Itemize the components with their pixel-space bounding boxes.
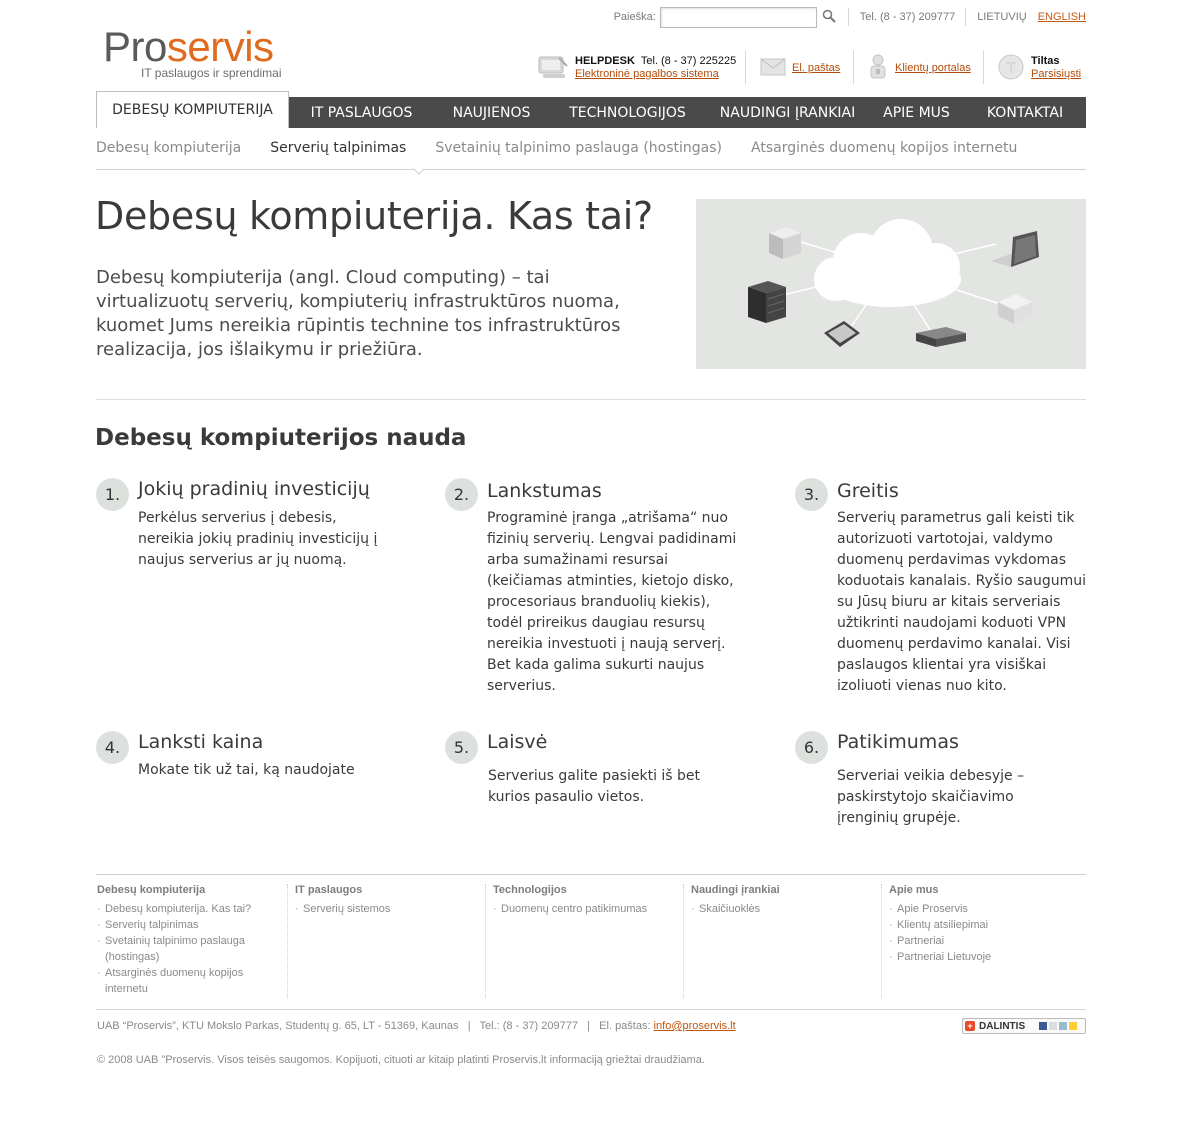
- benefit-title: Lankstumas: [487, 480, 602, 502]
- search-input[interactable]: [660, 7, 817, 28]
- cloud-computing-illustration: [696, 199, 1086, 369]
- divider: [848, 8, 849, 26]
- tiltas-block: [998, 52, 1081, 84]
- mail-icon: [760, 58, 786, 79]
- benefit-number: 4.: [96, 731, 129, 764]
- benefit-title: Greitis: [837, 480, 899, 502]
- footer-link[interactable]: · Partneriai Lietuvoje: [889, 949, 1087, 965]
- footer-link[interactable]: · Debesų kompiuterija. Kas tai?: [97, 901, 295, 917]
- address-text: UAB “Proservis”, KTU Mokslo Parkas, Studentų g. 65, LT - 51369, Kaunas | Tel.: (8 - 37) 209777 | El. paštas:: [97, 1020, 651, 1032]
- subnav-item-debesu-kompiuterija[interactable]: Debesų kompiuterija: [96, 140, 242, 156]
- divider: [965, 8, 966, 26]
- nav-item-it-paslaugos[interactable]: IT PASLAUGOS: [310, 104, 413, 121]
- helpdesk-label: HELPDESK: [575, 55, 635, 67]
- footer-email-link[interactable]: info@proservis.lt: [653, 1020, 736, 1032]
- hero-description: Debesų kompiuterija (angl. Cloud computing) – tai virtualizuotų serverių, kompiuterių infrastruktūros nuoma, kuomet Jums nereikia rūpintis technine tos infrastruktūros realizacija, jos išlaikymu ir priežiūra.: [96, 267, 621, 360]
- footer-link[interactable]: · Apie Proservis: [889, 901, 1087, 917]
- subnav-item-serveriu-talpinimas[interactable]: Serverių talpinimas: [270, 140, 407, 156]
- helpdesk-block: [537, 52, 736, 84]
- benefit-text: Serverius galite pasiekti iš bet kurios pasaulio vietos.: [488, 768, 701, 805]
- footer-column: [295, 884, 493, 998]
- top-bar: [614, 6, 1086, 28]
- section-divider: [96, 399, 1086, 400]
- footer-link[interactable]: · Partneriai: [889, 933, 1087, 949]
- divider: [745, 50, 746, 84]
- footer-address: [97, 1020, 736, 1032]
- benefit-title: Laisvė: [487, 731, 548, 753]
- benefit-title: Patikimumas: [837, 731, 959, 753]
- tiltas-label: Tiltas: [1031, 55, 1060, 67]
- footer-column: [691, 884, 889, 998]
- helpdesk-link[interactable]: Elektroninė pagalbos sistema: [575, 68, 719, 80]
- benefit-number: 5.: [445, 731, 478, 764]
- footer-column-divider: [287, 884, 288, 998]
- logo-pro: Pro: [103, 23, 167, 70]
- benefit-text: Perkėlus serverius į debesis, nereikia jokių pradinių investicijų į naujus serverius ar jų nuomą.: [138, 510, 378, 568]
- nav-item-naudingi-irankiai[interactable]: NAUDINGI ĮRANKIAI: [719, 104, 856, 121]
- benefit-number: 1.: [96, 478, 129, 511]
- helpdesk-icon: [537, 54, 569, 83]
- social-icons: [1039, 1021, 1081, 1031]
- nav-item-technologijos[interactable]: TECHNOLOGIJOS: [569, 104, 686, 121]
- footer-link[interactable]: · Klientų atsiliepimai: [889, 917, 1087, 933]
- logo-tagline: IT paslaugos ir sprendimai: [141, 66, 282, 80]
- share-button[interactable]: [962, 1018, 1086, 1034]
- footer-link[interactable]: · Serverių sistemos: [295, 901, 493, 917]
- footer-column-title: IT paslaugos: [295, 884, 363, 896]
- footer-column-divider: [485, 884, 486, 998]
- subnav-item-atsargines-kopijos[interactable]: Atsarginės duomenų kopijos internetu: [751, 140, 1018, 156]
- portal-link[interactable]: Klientų portalas: [895, 62, 971, 74]
- benefit-text: Serverių parametrus gali keisti tik autorizuoti vartotojai, valdymo duomenų perdavimas vykdomas koduotais kanalais. Ryšio saugumui su Jūsų biuru ar kitais serveriais užtikrinti naudojami koduoti VPN duomenų perdavimo kanalai. Visi paslaugos klientai yra visiškai izoliuoti vienas nuo kito.: [837, 510, 1086, 694]
- lang-lt-link[interactable]: LIETUVIŲ: [977, 11, 1027, 23]
- copyright: © 2008 UAB "Proservis. Visos teisės saugomos. Kopijuoti, cituoti ar kitaip platinti Proservis.lt informaciją griežtai draudžiama.: [97, 1054, 705, 1066]
- logo-servis: servis: [166, 23, 274, 70]
- footer-column: [889, 884, 1087, 998]
- benefit-text: Mokate tik už tai, ką naudojate: [138, 762, 355, 778]
- lang-en-link[interactable]: ENGLISH: [1037, 11, 1086, 23]
- footer-column-divider: [683, 884, 684, 998]
- nav-item-naujienos[interactable]: NAUJIENOS: [452, 104, 531, 121]
- footer-divider: [96, 1009, 1086, 1010]
- footer-column-divider: [881, 884, 882, 998]
- benefit-text: Programinė įranga „atrišama“ nuo fizinių serverių. Lengvai padidinami arba sumažinami resursai (keičiamas atminties, kietojo disko, procesoriaus branduolių kiekis), todėl prireikus daugiau resursų nereikia investuoti į naują serverį. Bet kada galima sukurti naujus serverius.: [487, 510, 737, 694]
- benefit-number: 2.: [445, 478, 478, 511]
- benefit-text: Serveriai veikia debesyje – paskirstytojo skaičiavimo įrenginių grupėje.: [837, 768, 1025, 826]
- tiltas-download-link[interactable]: Parsisiųsti: [1031, 68, 1082, 80]
- main-nav: [96, 97, 1086, 128]
- email-block[interactable]: [760, 52, 840, 84]
- footer-column-title: Debesų kompiuterija: [97, 884, 206, 896]
- top-phone: Tel. (8 - 37) 209777: [859, 11, 956, 23]
- footer-link[interactable]: · Atsarginės duomenų kopijos internetu: [97, 965, 267, 997]
- share-label: DALINTIS: [979, 1020, 1026, 1032]
- share-plus-icon: +: [965, 1021, 975, 1031]
- footer-divider: [96, 874, 1086, 875]
- page-title: Debesų kompiuterija. Kas tai?: [95, 194, 653, 238]
- footer-link[interactable]: · Duomenų centro patikimumas: [493, 901, 691, 917]
- divider: [983, 50, 984, 84]
- nav-item-apie-mus[interactable]: APIE MUS: [883, 104, 950, 121]
- footer-link[interactable]: · Serverių talpinimas: [97, 917, 295, 933]
- nav-item-kontaktai[interactable]: KONTAKTAI: [986, 104, 1064, 121]
- helpdesk-phone: Tel. (8 - 37) 225225: [640, 55, 737, 67]
- footer-column: [493, 884, 691, 998]
- portal-icon: [868, 54, 888, 83]
- logo[interactable]: [103, 23, 282, 80]
- divider: [853, 50, 854, 84]
- footer-link[interactable]: · Skaičiuoklės: [691, 901, 889, 917]
- benefit-title: Jokių pradinių investicijų: [138, 478, 370, 500]
- benefit-number: 3.: [795, 478, 828, 511]
- benefit-title: Lanksti kaina: [138, 731, 264, 753]
- sub-nav: [96, 140, 1086, 170]
- active-subnav-caret-icon: [413, 168, 425, 175]
- footer-column-title: Naudingi įrankiai: [691, 884, 780, 896]
- footer-link[interactable]: · Svetainių talpinimo paslauga (hostingas): [97, 933, 267, 965]
- search-label: Paieška:: [613, 11, 656, 23]
- footer-column-title: Technologijos: [493, 884, 567, 896]
- svg-text:T: T: [1006, 58, 1016, 75]
- benefits-title: Debesų kompiuterijos nauda: [95, 425, 467, 451]
- search-icon[interactable]: [822, 9, 838, 25]
- tiltas-icon: [998, 54, 1024, 83]
- subnav-item-hostingas[interactable]: Svetainių talpinimo paslauga (hostingas): [435, 140, 723, 156]
- nav-item-debesu-kompiuterija[interactable]: DEBESŲ KOMPIUTERIJA: [96, 91, 289, 128]
- email-link[interactable]: El. paštas: [792, 62, 841, 74]
- benefit-number: 6.: [795, 731, 828, 764]
- footer-column: [97, 884, 295, 998]
- portal-block[interactable]: [868, 52, 971, 84]
- footer-column-title: Apie mus: [889, 884, 939, 896]
